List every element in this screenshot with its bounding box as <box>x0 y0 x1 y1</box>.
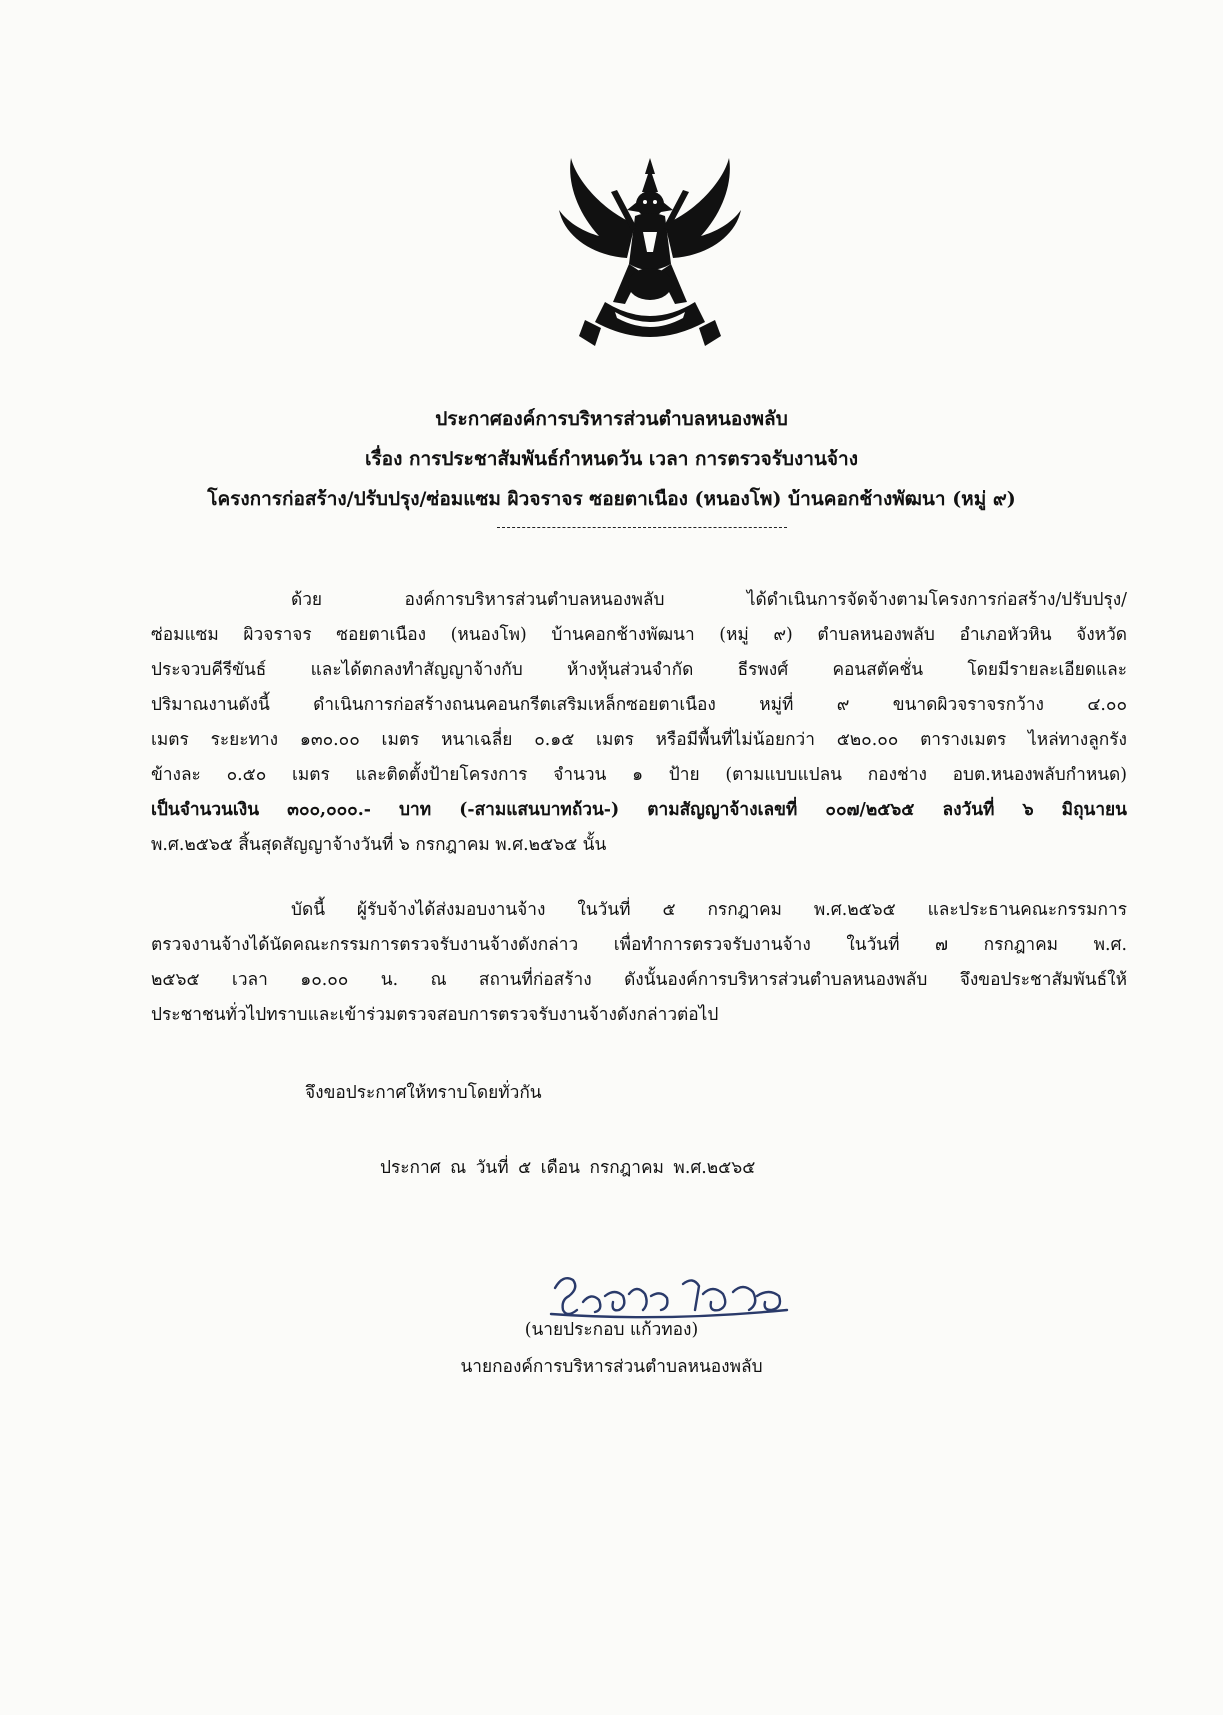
paragraph-line: พ.ศ.๒๕๖๕ สิ้นสุดสัญญาจ้างวันที่ ๖ กรกฎาคม พ.ศ.๒๕๖๕ นั้น <box>151 835 607 855</box>
paragraph-line: ซ่อมแซม ผิวจราจร ซอยตาเนือง (หนองโพ) บ้านคอกช้างพัฒนา (หมู่ ๙) ตำบลหนองพลับ อำเภอหัวหิน จังหวัด <box>151 625 1127 645</box>
paragraph-line: ตรวจงานจ้างได้นัดคณะกรรมการตรวจรับงานจ้างดังกล่าว เพื่อทำการตรวจรับงานจ้าง ในวันที่ ๗ กรกฎาคม พ.ศ. <box>151 935 1127 955</box>
paragraph-line: ๒๕๖๕ เวลา ๑๐.๐๐ น. ณ สถานที่ก่อสร้าง ดังนั้นองค์การบริหารส่วนตำบลหนองพลับ จึงขอประชาสัมพันธ์ให้ <box>151 970 1127 990</box>
paragraph-line: ประชาชนทั่วไปทราบและเข้าร่วมตรวจสอบการตรวจรับงานจ้างดังกล่าวต่อไป <box>151 1005 719 1025</box>
paragraph-line: ด้วย องค์การบริหารส่วนตำบลหนองพลับ ได้ดำเนินการจัดจ้างตามโครงการก่อสร้าง/ปรับปรุง/ <box>291 590 1127 610</box>
announcement-subject: เรื่อง การประชาสัมพันธ์กำหนดวัน เวลา การตรวจรับงานจ้าง <box>364 448 859 470</box>
announcement-title: ประกาศองค์การบริหารส่วนตำบลหนองพลับ <box>435 408 788 430</box>
announcement-date: ประกาศ ณ วันที่ ๕ เดือน กรกฎาคม พ.ศ.๒๕๖๕ <box>380 1158 756 1178</box>
paragraph-line: ปริมาณงานดังนี้ ดำเนินการก่อสร้างถนนคอนกรีตเสริมเหล็กซอยตาเนือง หมู่ที่ ๙ ขนาดผิวจราจรกว้าง ๔.๐๐ <box>151 695 1127 715</box>
paragraph-line: ข้างละ ๐.๕๐ เมตร และติดตั้งป้ายโครงการ จำนวน ๑ ป้าย (ตามแบบแปลน กองช่าง อบต.หนองพลับกำหนด) <box>151 765 1127 785</box>
paragraph-line: ประจวบคีรีขันธ์ และได้ตกลงทำสัญญาจ้างกับ ห้างหุ้นส่วนจำกัด ธีรพงศ์ คอนสตัคชั่น โดยมีรายละเอียดและ <box>151 660 1127 680</box>
garuda-emblem-icon <box>555 152 745 352</box>
title-separator <box>497 527 787 528</box>
paragraph-line: เป็นจำนวนเงิน ๓๐๐,๐๐๐.- บาท (-สามแสนบาทถ้วน-) ตามสัญญาจ้างเลขที่ ๐๐๗/๒๕๖๕ ลงวันที่ ๖ มิถุนายน <box>151 800 1127 820</box>
signer-name: (นายประกอบ แก้วทอง) <box>524 1320 699 1340</box>
paragraph-line: บัดนี้ ผู้รับจ้างได้ส่งมอบงานจ้าง ในวันที่ ๕ กรกฎาคม พ.ศ.๒๕๖๕ และประธานคณะกรรมการ <box>291 900 1127 920</box>
project-title: โครงการก่อสร้าง/ปรับปรุง/ซ่อมแซม ผิวจราจร ซอยตาเนือง (หนองโพ) บ้านคอกช้างพัฒนา (หมู่ ๙) <box>207 488 1016 510</box>
closing-statement: จึงขอประกาศให้ทราบโดยทั่วกัน <box>305 1083 542 1103</box>
signer-position: นายกองค์การบริหารส่วนตำบลหนองพลับ <box>460 1357 763 1377</box>
paragraph-2 <box>151 893 1127 1033</box>
paragraph-1 <box>151 583 1127 863</box>
paragraph-line: เมตร ระยะทาง ๑๓๐.๐๐ เมตร หนาเฉลี่ย ๐.๑๕ เมตร หรือมีพื้นที่ไม่น้อยกว่า ๕๒๐.๐๐ ตารางเมตร ไหล่ทางลูกรัง <box>151 730 1127 750</box>
